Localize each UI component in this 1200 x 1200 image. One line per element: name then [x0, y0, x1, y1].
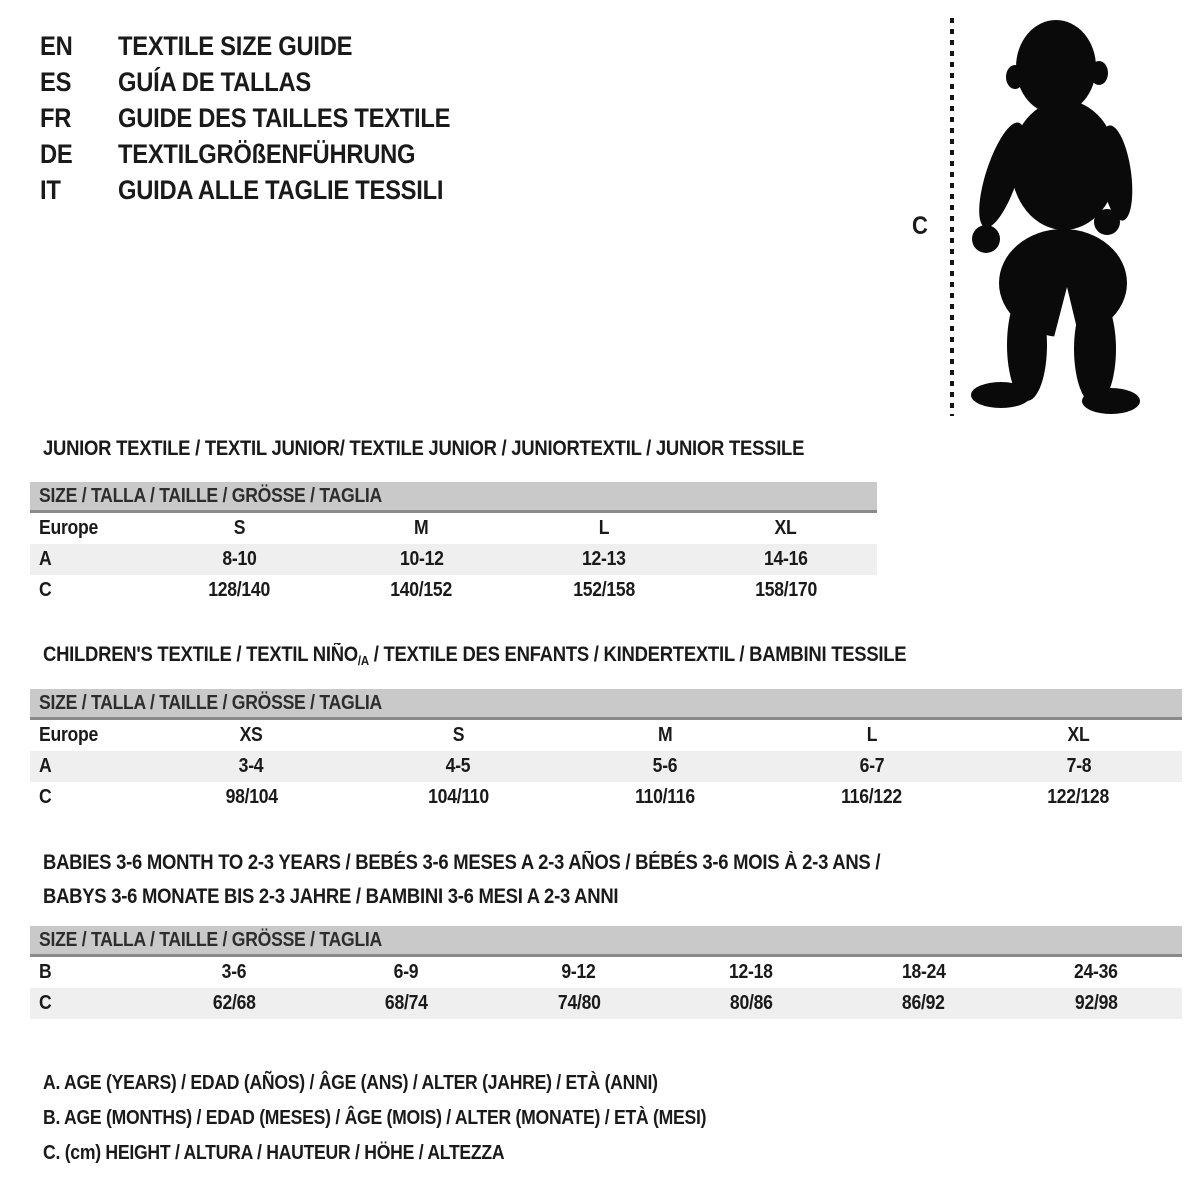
age-cell: 8-10 — [222, 548, 257, 570]
language-row-de — [40, 136, 496, 172]
junior-size-table — [30, 482, 877, 606]
row-label: B — [39, 961, 52, 983]
section-title-babies: BABIES 3-6 MONTH TO 2-3 YEARS / BEBÉS 3-6 MESES A 2-3 AÑOS / BÉBÉS 3-6 MOIS À 2-3 ANS / BABYS 3-6 MONATE BIS 2-3 JAHRE / BAMBINI 3-6 MESI A 2-3 ANNI — [43, 851, 881, 908]
table-row-europe — [30, 720, 1182, 751]
age-cell: 5-6 — [652, 755, 678, 777]
age-cell: 18-24 — [901, 961, 946, 983]
height-cell: 158/170 — [754, 579, 817, 601]
language-title: TEXTILE SIZE GUIDE — [118, 30, 353, 61]
age-cell: 6-9 — [394, 961, 419, 983]
section-title-junior: JUNIOR TEXTILE / TEXTIL JUNIOR/ TEXTILE JUNIOR / JUNIORTEXTIL / JUNIOR TESSILE — [43, 437, 805, 460]
language-title: GUIDE DES TAILLES TEXTILE — [118, 102, 451, 133]
language-title: GUIDA ALLE TAGLIE TESSILI — [118, 174, 444, 205]
height-measure-label: C — [912, 212, 928, 240]
height-dashed-line — [950, 18, 954, 416]
legend-line-a: A. AGE (YEARS) / EDAD (AÑOS) / ÂGE (ANS) / ALTER (JAHRE) / ETÀ (ANNI) — [43, 1072, 658, 1094]
table-row-age-months — [30, 957, 1182, 988]
height-cell: 116/122 — [841, 786, 903, 808]
size-cell: S — [233, 517, 245, 539]
row-label: C — [39, 992, 52, 1014]
table-row-europe — [30, 513, 877, 544]
height-cell: 152/158 — [572, 579, 635, 601]
row-label: Europe — [39, 517, 99, 539]
nino-a-subscript: /A — [357, 653, 369, 668]
age-cell: 12-18 — [729, 961, 773, 983]
height-cell: 68/74 — [385, 992, 428, 1014]
size-cell: L — [866, 724, 878, 746]
language-code: DE — [40, 138, 73, 169]
size-cell: M — [414, 517, 429, 539]
language-code: EN — [40, 30, 73, 61]
section-title-children: CHILDREN'S TEXTILE / TEXTIL NIÑO/A / TEXTILE DES ENFANTS / KINDERTEXTIL / BAMBINI TESSILE — [43, 643, 907, 668]
language-row-fr — [40, 100, 496, 136]
age-cell: 12-13 — [581, 548, 626, 570]
language-code: IT — [40, 174, 61, 205]
row-label: C — [39, 579, 52, 601]
size-cell: XS — [239, 724, 263, 746]
age-cell: 4-5 — [445, 755, 471, 777]
age-cell: 7-8 — [1066, 755, 1091, 777]
age-cell: 10-12 — [399, 548, 444, 570]
age-cell: 3-6 — [221, 961, 247, 983]
table-row-height-cm — [30, 575, 877, 606]
height-cell: 86/92 — [902, 992, 945, 1014]
legend-line-b: B. AGE (MONTHS) / EDAD (MESES) / ÂGE (MOIS) / ALTER (MONATE) / ETÀ (MESI) — [43, 1107, 707, 1129]
table-header-bar: SIZE / TALLA / TAILLE / GRÖSSE / TAGLIA — [30, 689, 1182, 720]
height-cell: 80/86 — [729, 992, 773, 1014]
language-code: FR — [40, 102, 72, 133]
row-label: C — [39, 786, 52, 808]
language-row-it — [40, 172, 496, 208]
table-header-bar: SIZE / TALLA / TAILLE / GRÖSSE / TAGLIA — [30, 482, 877, 513]
age-cell: 24-36 — [1073, 961, 1118, 983]
language-row-en — [40, 28, 496, 64]
size-cell: S — [452, 724, 464, 746]
height-cell: 62/68 — [212, 992, 256, 1014]
height-cell: 110/116 — [635, 786, 695, 808]
table-header-bar: SIZE / TALLA / TAILLE / GRÖSSE / TAGLIA — [30, 926, 1182, 957]
language-list — [40, 28, 496, 208]
legend — [43, 1066, 797, 1171]
height-cell: 98/104 — [225, 786, 278, 808]
height-cell: 140/152 — [390, 579, 453, 601]
table-row-age-years — [30, 751, 1182, 782]
height-cell: 104/110 — [427, 786, 489, 808]
size-cell: XL — [774, 517, 797, 539]
table-row-height-cm — [30, 988, 1182, 1019]
height-cell: 128/140 — [208, 579, 271, 601]
children-size-table — [30, 689, 1182, 813]
toddler-silhouette-icon — [960, 15, 1140, 420]
size-cell: XL — [1067, 724, 1090, 746]
age-cell: 14-16 — [764, 548, 808, 570]
row-label: Europe — [39, 724, 99, 746]
table-row-height-cm — [30, 782, 1182, 813]
row-label: A — [39, 548, 52, 570]
language-title: GUÍA DE TALLAS — [118, 66, 311, 97]
size-cell: M — [657, 724, 673, 746]
legend-line-c: C. (cm) HEIGHT / ALTURA / HAUTEUR / HÖHE / ALTEZZA — [43, 1142, 505, 1164]
language-row-es — [40, 64, 496, 100]
height-cell: 74/80 — [557, 992, 601, 1014]
height-cell: 92/98 — [1074, 992, 1118, 1014]
size-cell: L — [598, 517, 609, 539]
age-cell: 9-12 — [561, 961, 596, 983]
row-label: A — [39, 755, 52, 777]
language-code: ES — [40, 66, 72, 97]
language-title: TEXTILGRÖßENFÜHRUNG — [118, 138, 416, 169]
height-cell: 122/128 — [1047, 786, 1110, 808]
table-row-age-years — [30, 544, 877, 575]
babies-size-table — [30, 926, 1182, 1019]
age-cell: 3-4 — [239, 755, 264, 777]
age-cell: 6-7 — [859, 755, 885, 777]
